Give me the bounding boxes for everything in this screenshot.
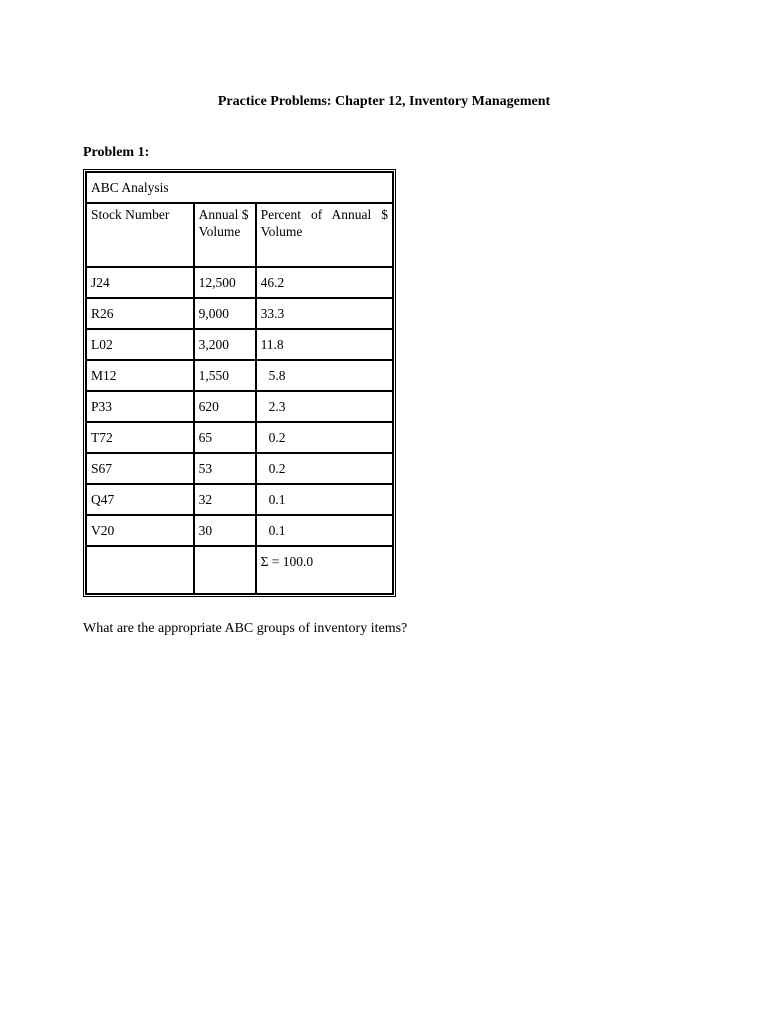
annual-volume-cell: 3,200 <box>194 329 256 360</box>
percent-cell: 0.2 <box>256 453 393 484</box>
stock-number-cell: R26 <box>86 298 194 329</box>
stock-number-cell: S67 <box>86 453 194 484</box>
problem-question: What are the appropriate ABC groups of inventory items? <box>83 621 408 636</box>
annual-volume-cell: 12,500 <box>194 267 256 298</box>
percent-cell: 46.2 <box>256 267 393 298</box>
percent-cell: 33.3 <box>256 298 393 329</box>
table-row <box>86 484 393 515</box>
stock-number-cell: T72 <box>86 422 194 453</box>
problem-heading: Problem 1: <box>83 145 150 160</box>
percent-cell: 0.1 <box>256 484 393 515</box>
table-row <box>86 360 393 391</box>
table-row <box>86 298 393 329</box>
table-row <box>86 267 393 298</box>
table-caption: ABC Analysis <box>86 172 393 203</box>
annual-volume-cell: 1,550 <box>194 360 256 391</box>
annual-volume-cell: 53 <box>194 453 256 484</box>
empty-cell <box>194 546 256 594</box>
stock-number-cell: V20 <box>86 515 194 546</box>
percent-cell: 5.8 <box>256 360 393 391</box>
abc-analysis-table <box>83 169 396 597</box>
stock-number-cell: Q47 <box>86 484 194 515</box>
table-row <box>86 422 393 453</box>
header-percent-volume: Percent of Annual $ Volume <box>256 203 393 267</box>
stock-number-cell: J24 <box>86 267 194 298</box>
annual-volume-cell: 9,000 <box>194 298 256 329</box>
table-row <box>86 329 393 360</box>
table-row <box>86 453 393 484</box>
percent-cell: 11.8 <box>256 329 393 360</box>
stock-number-cell: M12 <box>86 360 194 391</box>
table-header-row <box>86 203 393 267</box>
table-row <box>86 515 393 546</box>
stock-number-cell: L02 <box>86 329 194 360</box>
annual-volume-cell: 32 <box>194 484 256 515</box>
table-total-row <box>86 546 393 594</box>
percent-cell: 2.3 <box>256 391 393 422</box>
table-caption-row <box>86 172 393 203</box>
annual-volume-cell: 65 <box>194 422 256 453</box>
header-stock-number: Stock Number <box>86 203 194 267</box>
header-annual-volume: Annual $ Volume <box>194 203 256 267</box>
stock-number-cell: P33 <box>86 391 194 422</box>
document-title: Practice Problems: Chapter 12, Inventory Management <box>217 94 551 109</box>
percent-cell: 0.1 <box>256 515 393 546</box>
percent-total-cell: Σ = 100.0 <box>256 546 393 594</box>
empty-cell <box>86 546 194 594</box>
percent-cell: 0.2 <box>256 422 393 453</box>
table-row <box>86 391 393 422</box>
annual-volume-cell: 620 <box>194 391 256 422</box>
annual-volume-cell: 30 <box>194 515 256 546</box>
